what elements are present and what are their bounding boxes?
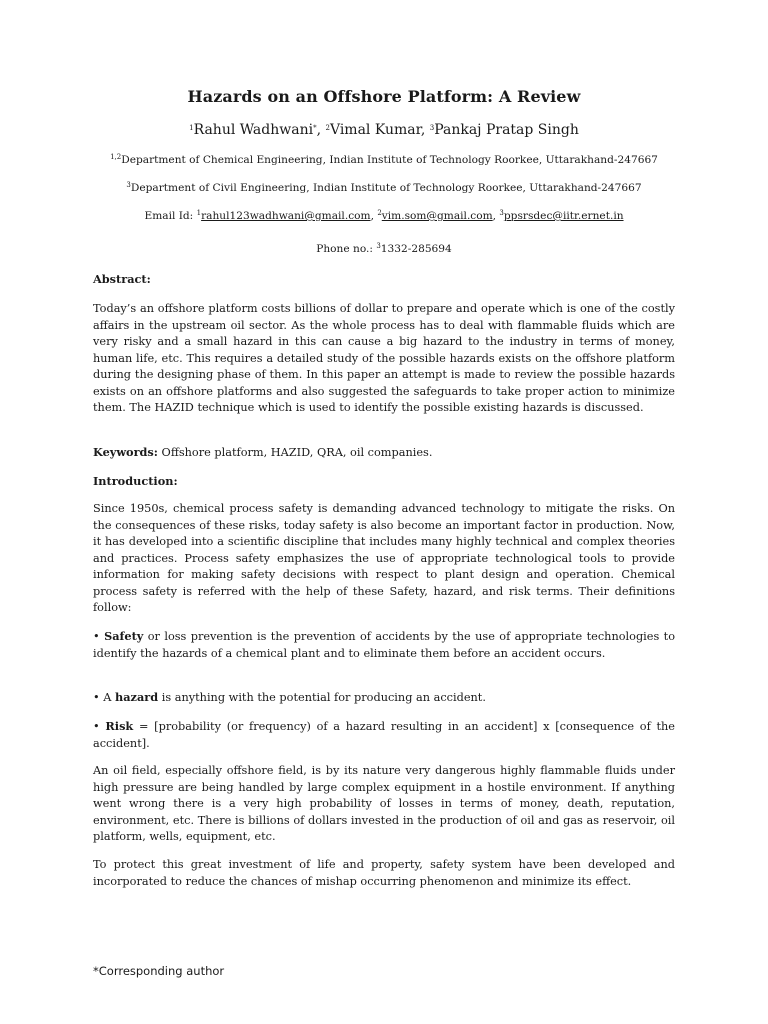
author-list — [0, 122, 768, 138]
affiliation-1-sup: 1,2 — [110, 153, 122, 161]
email-2-sup: 2 — [377, 209, 382, 217]
footnote-corresponding-author: *Corresponding author — [93, 964, 225, 978]
author-3-name: Pankaj Pratap Singh — [434, 122, 579, 138]
bullet-term-safety: Safety — [104, 629, 144, 643]
bullet-text-hazard: is anything with the potential for producing an accident. — [158, 691, 486, 704]
phone-line — [0, 242, 768, 255]
author-separator: , — [316, 122, 326, 138]
email-1-sup: 1 — [196, 209, 202, 217]
phone-label: Phone no.: — [316, 243, 377, 255]
affiliation-1-text: Department of Chemical Engineering, Indian Institute of Technology Roorkee, Uttarakhand-247667 — [121, 154, 658, 166]
paper-title: Hazards on an Offshore Platform: A Review — [187, 87, 581, 106]
email-label: Email Id: — [144, 210, 197, 222]
bullet-hazard — [93, 689, 675, 707]
bullet-marker: • — [93, 630, 105, 643]
affiliation-2-sup: 3 — [126, 181, 131, 189]
abstract-heading-text: Abstract: — [93, 272, 151, 286]
author-2-sup: 2 — [325, 124, 330, 132]
affiliation-2 — [0, 181, 768, 194]
bullet-term-risk: Risk — [105, 719, 134, 733]
keywords-line — [93, 444, 675, 462]
email-separator: , — [492, 210, 500, 222]
introduction-p1-text: Since 1950s, chemical process safety is demanding advanced technology to mitigate the risks. On the consequences of these risks, today safety is also become an important factor in production. Now, it has developed into a scientific discipline that includes many highly technical and complex theories and practices. Process safety emphasizes the use of appropriate technological tools to provide information for making safety decisions with respect to plant design and operation. Chemical process safety is referred with the help of these Safety, hazard, and risk terms. Their definitions follow: — [93, 502, 675, 614]
introduction-paragraph-2 — [93, 763, 675, 846]
author-1-name: Rahul Wadhwani — [193, 122, 314, 138]
abstract-paragraph — [93, 301, 675, 417]
bullet-risk — [93, 718, 675, 752]
phone-number: 1332-285694 — [380, 243, 452, 255]
author-separator: , — [420, 122, 430, 138]
introduction-paragraph-1 — [93, 501, 675, 617]
email-link-3[interactable]: ppsrsdec@iitr.ernet.in — [503, 210, 624, 222]
bullet-safety — [93, 628, 675, 662]
affiliation-1 — [0, 153, 768, 166]
keywords-label: Keywords: — [93, 445, 158, 459]
affiliation-2-text: Department of Civil Engineering, Indian Institute of Technology Roorkee, Uttarakhand-247667 — [130, 182, 642, 194]
email-link-1[interactable]: rahul123wadhwani@gmail.com — [201, 210, 371, 222]
abstract-text: Today’s an offshore platform costs billions of dollar to prepare and operate which is one of the costly affairs in the upstream oil sector. As the whole process has to deal with flammable fluids which are very risky and a small hazard in this can cause a big hazard to the industry in terms of money, human life, etc. This requires a detailed study of the possible hazards exists on the offshore platform during the designing phase of them. In this paper an attempt is made to review the possible hazards exists on an offshore platforms and also suggested the safeguards to take proper action to minimize them. The HAZID technique which is used to identify the possible existing hazards is discussed. — [93, 302, 675, 414]
bullet-text-risk: = [probability (or frequency) of a hazard resulting in an accident] x [consequence of the accident]. — [93, 720, 675, 750]
email-line — [0, 209, 768, 222]
author-1-sup: 1 — [189, 124, 194, 132]
introduction-p2-text: An oil field, especially offshore field, is by its nature very dangerous highly flammable fluids under high pressure are being handled by large complex equipment in a hostile environment. If anything went wrong there is a very high probability of losses in terms of money, death, reputation, environment, etc. There is billions of dollars invested in the production of oil and gas as reservoir, oil platform, wells, equipment, etc. — [93, 764, 675, 843]
author-1-mark: * — [313, 124, 317, 132]
phone-sup: 3 — [376, 242, 381, 250]
author-3-sup: 3 — [429, 124, 435, 132]
bullet-marker: • — [93, 720, 106, 733]
author-2-name: Vimal Kumar — [329, 122, 421, 138]
email-separator: , — [370, 210, 378, 222]
introduction-p3-text: To protect this great investment of life and property, safety system have been developed and incorporated to reduce the chances of mishap occurring phenomenon and minimize its effect. — [93, 858, 675, 888]
bullet-text-safety: or loss prevention is the prevention of accidents by the use of appropriate technologies to identify the hazards of a chemical plant and to eliminate them before an accident occurs. — [93, 630, 675, 660]
introduction-heading-text: Introduction: — [93, 474, 178, 488]
introduction-heading — [93, 473, 675, 491]
bullet-marker: • A — [93, 691, 116, 704]
email-3-sup: 3 — [499, 209, 504, 217]
bullet-term-hazard: hazard — [115, 690, 159, 704]
email-link-2[interactable]: vim.som@gmail.com — [381, 210, 493, 222]
introduction-paragraph-3 — [93, 857, 675, 890]
keywords-text: Offshore platform, HAZID, QRA, oil companies. — [157, 446, 433, 459]
abstract-heading — [93, 271, 675, 289]
